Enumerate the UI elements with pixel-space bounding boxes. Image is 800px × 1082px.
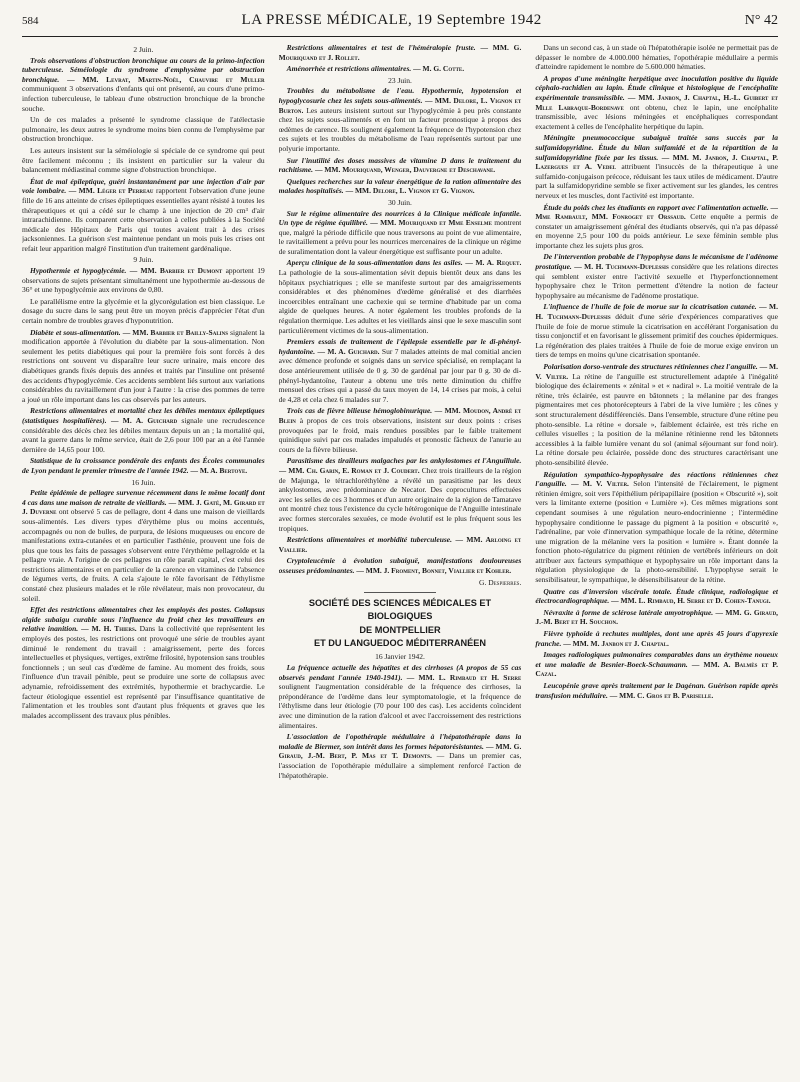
paragraph: Le parallélisme entre la glycémie et la glycorégulation est bien classique. Le dosage du sucre dans le sang peut être un moyen précis d'apprécier l'état d'un certain nombre de troubles graves d'hyponutrition.: [22, 296, 265, 326]
entry-authors: — M. H. Thiers.: [81, 624, 137, 634]
entry-title: Effet des restrictions alimentaires chez les employés des postes. Collapsus algide subaigu curable sous l'influence du froid chez les travailleurs en relative inanition.: [22, 605, 265, 634]
entry-authors: — MM. J. Gaté, M. Girard et J. Duverne: [22, 497, 265, 517]
entry-body: soulignent l'augmentation considérable de la fréquence des cirrhoses, la prépondérance de l'œdème dans leur symptomatologie, et la fréquence de l'éthylisme dans leur étiologie (70 pour 100 des cas). Les accidents coïncident avec une diminution de la ration d'alcool et avec l'accroissement des restrictions alimentaires.: [278, 682, 522, 730]
entry-title: État de mal épileptique, guéri instantanément par une injection d'air par voie lombaire.: [22, 176, 265, 196]
communication-entry: [279, 86, 522, 153]
entry-title: Quatre cas d'inversion viscérale totale. Étude clinique, radiologique et électrocardiographique.: [535, 586, 778, 606]
communication-entry: [22, 456, 265, 475]
communication-entry: [279, 64, 522, 74]
entry-body: rapportent l'observation d'une jeune fille de 16 ans atteinte de crises épileptiques essentielles ayant résisté à toutes les thérapeutiques et qui a cédé sur le champ à une injection de 20 cm³ d'air intrarachidienne. Ils comparent cette observation à celles publiées à la Société médicale des Hôpitaux de Paris qui toutes avaient trait à des crises jacksoniennes. La guérison s'est maintenue pendant un mois puis les crises ont refait leur apparition malgré l'institution d'un traitement gardénalique.: [22, 186, 265, 253]
entry-title: Quelques recherches sur la valeur énergétique de la ration alimentaire des malades hospitalisés.: [278, 176, 522, 196]
article-columns: [22, 43, 778, 1073]
communication-entry: [22, 266, 265, 295]
entry-body: ont observé 5 cas de pellagre, dont 4 dans une maison de vieillards sous-alimentés. Les divers types d'érythème plus ou moins accentués, accompagnés ou non de bulles, de purpura, de lésions muqueuses ou encore de manifestations extra-cutanées et en particulier l'asthénie, prouvent une fois de plus que tous les faits de passages s'observent entre l'érythème pellagroïde et la pellagre vraie. A l'origine de ces pellagres un rôle paraît capital, c'est celui des restrictions alimentaires et en particulier de la carence en vitamines de l'absence de légumes verts, de fruits. A cela s'ajoute le rôle favorisant de l'éthylisme constaté chez plusieurs malades et le rôle révélateur, mais non provocateur, du soleil.: [22, 507, 265, 603]
entry-body: signalent la modification apportée à l'évolution du diabète par la sous-alimentation. Non seulement les petits diabétiques qui pour la première fois sont forcés à des restrictions ont souvent vu disparaître leur sucre urinaire, mais encore des diabétiques grands fixés depuis des années et traités par l'insuline ont présenté des accidents d'hypoglycémie. Ces accidents semblent liés surtout aux variations considérables du ravitaillement d'un jour à l'autre : la crise des pommes de terre a joué un rôle important dans les cas observés par les auteurs.: [22, 327, 265, 404]
entry-authors: — MM. Levrat, Martin-Noël, Chauvire et Muller: [67, 74, 265, 84]
column-left: [22, 43, 265, 1073]
entry-title: Images radiologiques pulmonaires comparables dans un érythème noueux et une maladie de Besnier-Boeck-Schaumann.: [535, 650, 778, 669]
entry-title: Restrictions alimentaires et mortalité chez les débiles mentaux épileptiques (statistiques hospitalières).: [22, 406, 265, 425]
entry-body: déduit d'une série d'expériences comparatives que l'huile de foie de morue stimule la cicatrisation en accélérant l'organisation du tissu conjonctif et en favorisant le glissement primitif des couches épidermiques. La régénération des plaies traitées à l'huile de foie de morue exige environ un tiers de temps en moins qu'une cicatrisation spontanée.: [535, 312, 778, 360]
page-number: 584: [22, 15, 39, 27]
entry-authors: — M. G. Cotte.: [413, 64, 465, 74]
entry-authors: — MM. J. Froment, Bonnet, Viallier et Kohler.: [356, 565, 512, 575]
session-date: 30 Juin.: [388, 197, 412, 207]
entry-authors: — MM. M. Janbon, J. Chaptal, P. Lazergues et A. Vedel: [535, 152, 778, 172]
entry-title: Petite épidémie de pellagre survenue récemment dans le même locatif dont 4 cas dans une maison de retraite de vieillards.: [22, 488, 265, 507]
entry-authors: — MM. G. Giraud, J.-M. Bert, P. Mas et T. Demonts.: [278, 741, 522, 761]
entry-authors: — Mme Rambault, MM. Fonroget et Orssaud.: [535, 202, 778, 222]
entry-title: Cryptoleucémie à évolution subaiguë, manifestations douloureuses osseuses prédominantes.: [278, 556, 522, 575]
entry-body: Les auteurs insistent surtout sur l'hypoglycémie à peu près constante chez les sujets sous-alimentés et en font un facteur pronostique à propos des œdèmes de carence. Ils soulignent également la fréquence de l'hypotension chez ces sujets et les troubles du métabolisme de l'eau représentés surtout par une polyurie importante.: [278, 105, 522, 153]
session-date: 9 Juin.: [133, 255, 154, 265]
section-divider: [364, 592, 437, 593]
entry-title: L'influence de l'huile de foie de morue sur la cicatrisation cutanée.: [543, 302, 757, 312]
session-date: 23 Juin.: [388, 75, 412, 85]
entry-body: ont obtenu, chez le lapin, une encéphalite transmissible, avec lésions méningées et encéphaliques correspondant exactement à celles de l'encéphalite herpétique du lapin.: [535, 102, 778, 131]
entry-authors: — MM. C. Gros et B. Pariselle.: [609, 690, 714, 700]
entry-authors: — MM. Barbier et Bailly-Salins: [122, 327, 229, 337]
communication-entry: [535, 74, 778, 132]
entry-title: Méningite pneumococcique subaiguë traitée sans succès par la sulfamidopyridine. Étude du bilan sulfamidé et de la répartition de la sulfamidopyridine fixée par les tissus.: [535, 133, 778, 162]
entry-title: Régulation sympathico-hypophysaire des réactions rétiniennes chez l'anguille.: [535, 469, 778, 489]
entry-title: Sur le régime alimentaire des nourrices à la Clinique médicale infantile. Un type de régime équilibré.: [278, 208, 522, 228]
entry-title: Restrictions alimentaires et morbidité tuberculeuse.: [286, 535, 452, 545]
communication-entry: [535, 133, 778, 200]
entry-authors: — MM. Léger et Perreau: [68, 186, 154, 196]
communication-entry: [279, 337, 522, 404]
entry-title: Étude du poids chez les étudiants en rapport avec l'alimentation actuelle.: [543, 202, 769, 212]
entry-authors: — MM. Ch. Garin, E. Roman et J. Coudert.: [278, 465, 420, 475]
session-date: 2 Juin.: [133, 45, 154, 54]
communication-entry: [279, 406, 522, 454]
entry-authors: — M. V. Vilter.: [571, 479, 629, 489]
communication-entry: [535, 629, 778, 648]
entry-title: Aperçu clinique de la sous-alimentation dans les asiles.: [286, 258, 463, 268]
entry-authors: — M. A. Guichard: [110, 415, 178, 425]
communication-entry: [535, 203, 778, 251]
session-date: 16 Juin.: [131, 477, 156, 487]
entry-authors: — M. V. Vilter.: [535, 362, 778, 381]
communication-entry: [22, 605, 265, 720]
entry-title: Statistique de la croissance pondérale des enfants des Écoles communales de Lyon pendant le premier trimestre de l'année 1942.: [22, 456, 265, 475]
journal-title: LA PRESSE MÉDICALE, 19 Septembre 1942: [241, 12, 542, 28]
communication-entry: [279, 43, 522, 62]
entry-authors: — MM. Delore, L. Vignon et Burton.: [278, 95, 522, 115]
entry-body: Sur 7 malades atteints de mal comitial ancien avec démence profonde et soignés dans un service spécialisé, en remplaçant la dose antérieurement utilisée de 0 g. 30 de gardénal par jour par 0 g. 30 de di-phényl-hydantoïne, l'auteur a obtenu une très nette diminution du chiffre mensuel des crises qui a passé du taux moyen de 14, 14 crises par mois, à celui de 4,28 et cela chez 6 malades sur 7.: [278, 346, 522, 404]
communication-entry: [279, 556, 522, 575]
communication-entry: [279, 535, 522, 554]
entry-body: La rétine de l'anguille est structurellement adaptée à l'inégalité biologique des éclairements « zénital » et « nadiral ». La moitié ventrale de la rétine, très éclairée, est pauvre en bâtonnets ; la mélanine par des franges pigmentaires met ces photorécepteurs à l'abri de la vive lumière ; les cônes y sont structuralement désdifférenciés. Dans l'ensemble, structure d'une rétine peu photo-sensible. La rétine « dorsale », faiblement éclairée, est très riche en cellules visuelles ; la position de la mélanine rétinienne rend les bâtonnets accessibles à la faible lumière venant du sol (animal séjournant sur fond noir). La rétine dorsale peu éclairée, possède donc des structures caractérisant une photo-sensibilité élevée.: [535, 371, 778, 467]
communication-entry: [535, 470, 778, 585]
entry-body: considère que les relations directes qui semblent exister entre l'activité sexuelle et l'hyperfonctionnement hypophysaire chez le Triton permettent d'étendre la notion de facteur hypophysaire au mécanisme de l'adénome prostatique.: [535, 262, 778, 300]
communication-entry: [535, 681, 778, 700]
entry-body: montrent que, malgré la période difficile que nous traversons au point de vue alimentaire, le ravitaillement a prévu pour les nourrices mercenaires de la clinique un régime de suralimentation dont la valeur énergétique est suffisante pour un adulte.: [278, 218, 522, 256]
entry-body: — Dans un premier cas, l'association de l'opothérapie médullaire a simplement renforcé l'action de l'hépatothérapie.: [278, 751, 522, 780]
entry-authors: — M. A. Requet.: [465, 258, 522, 268]
paragraph: Un de ces malades a présenté le syndrome classique de l'atélectasie pulmonaire, les deux autres le syndrome moins bien connu de l'emphysème par obstruction bronchique.: [22, 115, 265, 144]
entry-authors: — M. H. Tuchmann-Duplessis: [574, 262, 669, 272]
communication-entry: [535, 362, 778, 468]
communication-entry: [279, 156, 522, 175]
entry-title: Polarisation dorso-ventrale des structures rétiniennes chez l'anguille.: [543, 362, 758, 371]
entry-title: Parasitisme des tirailleurs malgaches par les ankylostomes et l'Anguillule.: [286, 456, 522, 466]
entry-title: L'association de l'opothérapie médullaire à l'hépatothérapie dans la maladie de Biermer, son intérêt dans les formes hépatorésistantes.: [278, 732, 522, 751]
entry-body: à propos de ces trois observations, insistent sur deux points : crises provoquées par le froid, mais rendues possibles par le faible traitement quinidique suivi par ces malades impaludés et pronostic fâcheux de l'anurie au cours de la fièvre bilieuse.: [278, 415, 522, 454]
communication-entry: [22, 56, 265, 114]
entry-authors: — M. A. Guichard.: [317, 346, 380, 356]
entry-body: communiquent 3 observations d'enfants qui ont présenté, au cours d'une primo-infection tuberculeuse, le tableau d'une obstruction bronchique de la bronche souche.: [22, 84, 265, 113]
entry-authors: — MM. Janbon, J. Chaptal, H.-L. Guibert et Mlle Labraque-Bordenave: [535, 92, 778, 112]
entry-title: A propos d'une méningite herpétique avec inoculation positive du liquide céphalo-rachidien au lapin. Étude clinique et histologique de l'encéphalite expérimentale transmissible.: [535, 73, 778, 102]
communication-entry: [22, 328, 265, 405]
entry-title: Leucopénie grave après traitement par le Dagénan. Guérison rapide après transfusion médullaire.: [535, 681, 778, 700]
entry-title: Trois cas de fièvre bilieuse hémoglobinurique.: [286, 406, 433, 416]
entry-title: Restrictions alimentaires et test de l'héméralopie fruste.: [286, 43, 476, 52]
entry-authors: — MM. Moudon, André et Blein: [278, 406, 522, 425]
communication-entry: [535, 650, 778, 679]
entry-title: Hypothermie et hypoglycémie.: [30, 266, 127, 276]
communication-entry: [535, 587, 778, 606]
entry-title: La fréquence actuelle des hépatites et des cirrhoses (A propos de 55 cas observés pendant l'année 1940-1941).: [278, 663, 522, 682]
communication-entry: [279, 456, 522, 533]
entry-authors: — MM. Mouriquand et Mme Enselme: [370, 218, 492, 228]
entry-authors: — MM. Mouriquand, Wenger, Dauvergne et Deschavane.: [314, 165, 496, 175]
entry-authors: — MM. A. Balmès et P. Cazal.: [535, 659, 778, 679]
entry-title: Aménorrhée et restrictions alimentaires.: [286, 64, 412, 74]
entry-body: signale une recrudescence considérable des décès chez les débiles mentaux depuis un an ; la mortalité qui, avant la guerre dans le même service, était de 2,6 pour 100 par an a été l'année dernière de 14,65 pour 100.: [22, 415, 265, 454]
entry-body: Cette enquête a permis de constater un amaigrissement général des étudiants observés, qui n'a pas dépassé en moyenne 2,5 pour 100 du poids antérieur. Le sexe féminin semble plus importante chez les sujets plus gros.: [535, 212, 778, 250]
entry-title: Premiers essais de traitement de l'épilepsie essentielle par le di-phényl-hydantoïne.: [278, 337, 522, 356]
entry-authors: — MM. G. Giraud, J.-M. Bert et H. Souchon.: [535, 607, 778, 627]
communication-entry: [535, 608, 778, 627]
page-header: [22, 12, 778, 32]
entry-title: Diabète et sous-alimentation.: [30, 327, 121, 337]
section-heading: [279, 597, 522, 650]
communication-entry: [279, 732, 522, 780]
entry-authors: — MM. Delore, L. Vignon et G. Vignon.: [345, 186, 475, 196]
communication-entry: [535, 252, 778, 300]
entry-authors: — MM. Barbier et Dumont: [129, 266, 223, 276]
communication-entry: [535, 302, 778, 360]
header-rule: [22, 36, 778, 37]
entry-authors: — MM. Arloing et Viallier.: [278, 535, 522, 554]
entry-title: De l'intervention probable de l'hypophyse dans le mécanisme de l'adénome prostatique.: [535, 252, 778, 272]
communication-entry: [279, 177, 522, 196]
entry-authors: — MM. L. Rimbaud, H. Serre et D. Cohen-Tanugi.: [611, 596, 771, 606]
entry-authors: — MM. G. Mouriquand et J. Rollet.: [278, 43, 522, 62]
entry-authors: — MM. M. Janbon et J. Chaptal.: [563, 638, 669, 648]
entry-title: Trois observations d'obstruction bronchique au cours de la primo-infection tuberculeuse. Séméiologie du syndrome d'emphysème par obstruction bronchique.: [22, 55, 265, 84]
entry-title: Fièvre typhoïde à rechutes multiples, dont une après 45 jours d'apyrexie franche.: [535, 629, 778, 648]
entry-authors: — M. A. Bertoye.: [190, 465, 248, 475]
entry-body: apportent 19 observations de sujets présentant simultanément une hypothermie au-dessous de 36° et une hypoglycémie aux environs de 0,80.: [22, 266, 265, 295]
communication-entry: [279, 663, 522, 730]
session-date: 16 Janvier 1942.: [375, 652, 425, 662]
author-signature: G. Despierres.: [479, 578, 522, 588]
entry-body: Chez trois tirailleurs de la région de Majunga, le tétrachloréthylène a révélé un parasitisme par les deux ankylostomes, avec prédominance de Necator. Des coprocultures effectuées avec les selles de ces 3 hommes et d'un autre originaire de la région de Tamatave ont montré chez tous l'existence du cycle hétérogonique de l'Anguille intestinale avec formes stercorales sexuées, ce mode évolutif est le plus fréquent sous les tropiques.: [278, 465, 522, 533]
entry-authors: — MM. L. Rimbaud et H. Serre: [406, 672, 522, 682]
column-right: [535, 43, 778, 1073]
entry-body: Selon l'intensité de l'éclairement, le pigment rétinien émigre, soit vers l'épithélium péripapillaire (position « Obscurité »), soit vers la limitante externe (position « Lumière »). Ces mêmes migrations sont cependant soumises à une régulation neuro-endocrinienne ; l'intermédine hypophysaire conditionne le passage du pigment à la position « obscurité », l'adrénaline, par voie d'innervation sympathique locale de la rétine, détermine une migration de la mélanine vers la position « lumière ». Étant donnée la fonction photo-régulatrice du pigment rétinien de vertébrés inférieurs on doit attribuer aux facteurs sympathique et hypophysaire un rôle important dans la régulation physiologique de la photo-sensibilité. L'hypophyse serait le sensibilisateur, le sympathique, le désensibilisateur de la rétine.: [535, 479, 778, 585]
entry-title: Troubles du métabolisme de l'eau. Hypothermie, hypotension et hypoglycosurie chez les sujets sous-alimentés.: [278, 86, 522, 105]
communication-entry: [279, 209, 522, 257]
entry-body: La pathologie de la sous-alimentation sévit depuis bientôt deux ans dans les hôpitaux psychiatriques ; elle se manifeste surtout par des amaigrissements considérables et des phénomènes d'œdème généralisé et des diarrhées incoercibles entraînant une cachexie qui se termine d'habitude par un coma algide de quelques heures. A noter également les troubles profonds de la régulation thermique. Les adultes et les vieillards ainsi que le sexe masculin sont particulièrement victimes de la sous-alimentation.: [278, 268, 522, 335]
entry-authors: — M. H. Tuchmann-Duplessis: [535, 302, 778, 322]
communication-entry: [279, 258, 522, 335]
entry-title: Sur l'inutilité des doses massives de vitamine D dans le traitement du rachitisme.: [278, 155, 522, 175]
column-middle: [279, 43, 522, 1073]
communication-entry: [22, 488, 265, 603]
entry-title: Névraxite à forme de sclérose latérale amyotrophique.: [543, 607, 714, 617]
entry-body: Dans la collectivité que représentent les employés des postes, les restrictions ont provoqué une série de troubles ayant diminué le rendement du travail : amaigrissement, perte des forces intellectuelles et physiques, vertiges, extrême frilosité, hypotension sans troubles fonctionnels ; un seul cas d'œdème de famine. Au moment des froids, sous l'influence d'un travail pénible, peut se produire une sorte de collapsus avec adynamie, refroidissement des extrémités, hypothermie et brachycardie. Le facteur étiologique essentiel est représenté par l'insuffisance quantitative de l'alimentation et les troubles sont d'autant plus fréquents et graves que les malades accomplissent des travaux plus pénibles.: [22, 624, 265, 720]
issue-number: N° 42: [744, 13, 778, 28]
communication-entry: [22, 177, 265, 254]
communication-entry: [22, 406, 265, 454]
entry-body: attribuent l'insuccès de la thérapeutique à une sulfamido-conjugaison précoce, réduisant les taux utiles de médicament. D'autre part la sulfamidopyridine semble se fixer activement sur les glandes, les centres nerveux et les muscles, dont l'activité est importante.: [535, 162, 778, 200]
section-heading-line: ET DU LANGUEDOC MÉDITERRANÉEN: [314, 638, 487, 649]
paragraph: Dans un second cas, à un stade où l'hépatothérapie isolée ne permettait pas de dépasser le nombre de 4.000.000 hématies, l'opothérapie médullaire a permis d'atteindre rapidement le nombre de 5.600.000 hématies.: [535, 43, 778, 72]
section-heading-line: SOCIÉTÉ DES SCIENCES MÉDICALES ET BIOLOGIQUES: [308, 598, 492, 622]
section-heading-line: DE MONTPELLIER: [359, 624, 441, 635]
paragraph: Les auteurs insistent sur la séméiologie si spéciale de ce syndrome qui peut être facilement méconnu ; ils insistent en particulier sur la valeur du balancement médiastinal comme signe d'obstruction bronchique.: [22, 145, 265, 175]
